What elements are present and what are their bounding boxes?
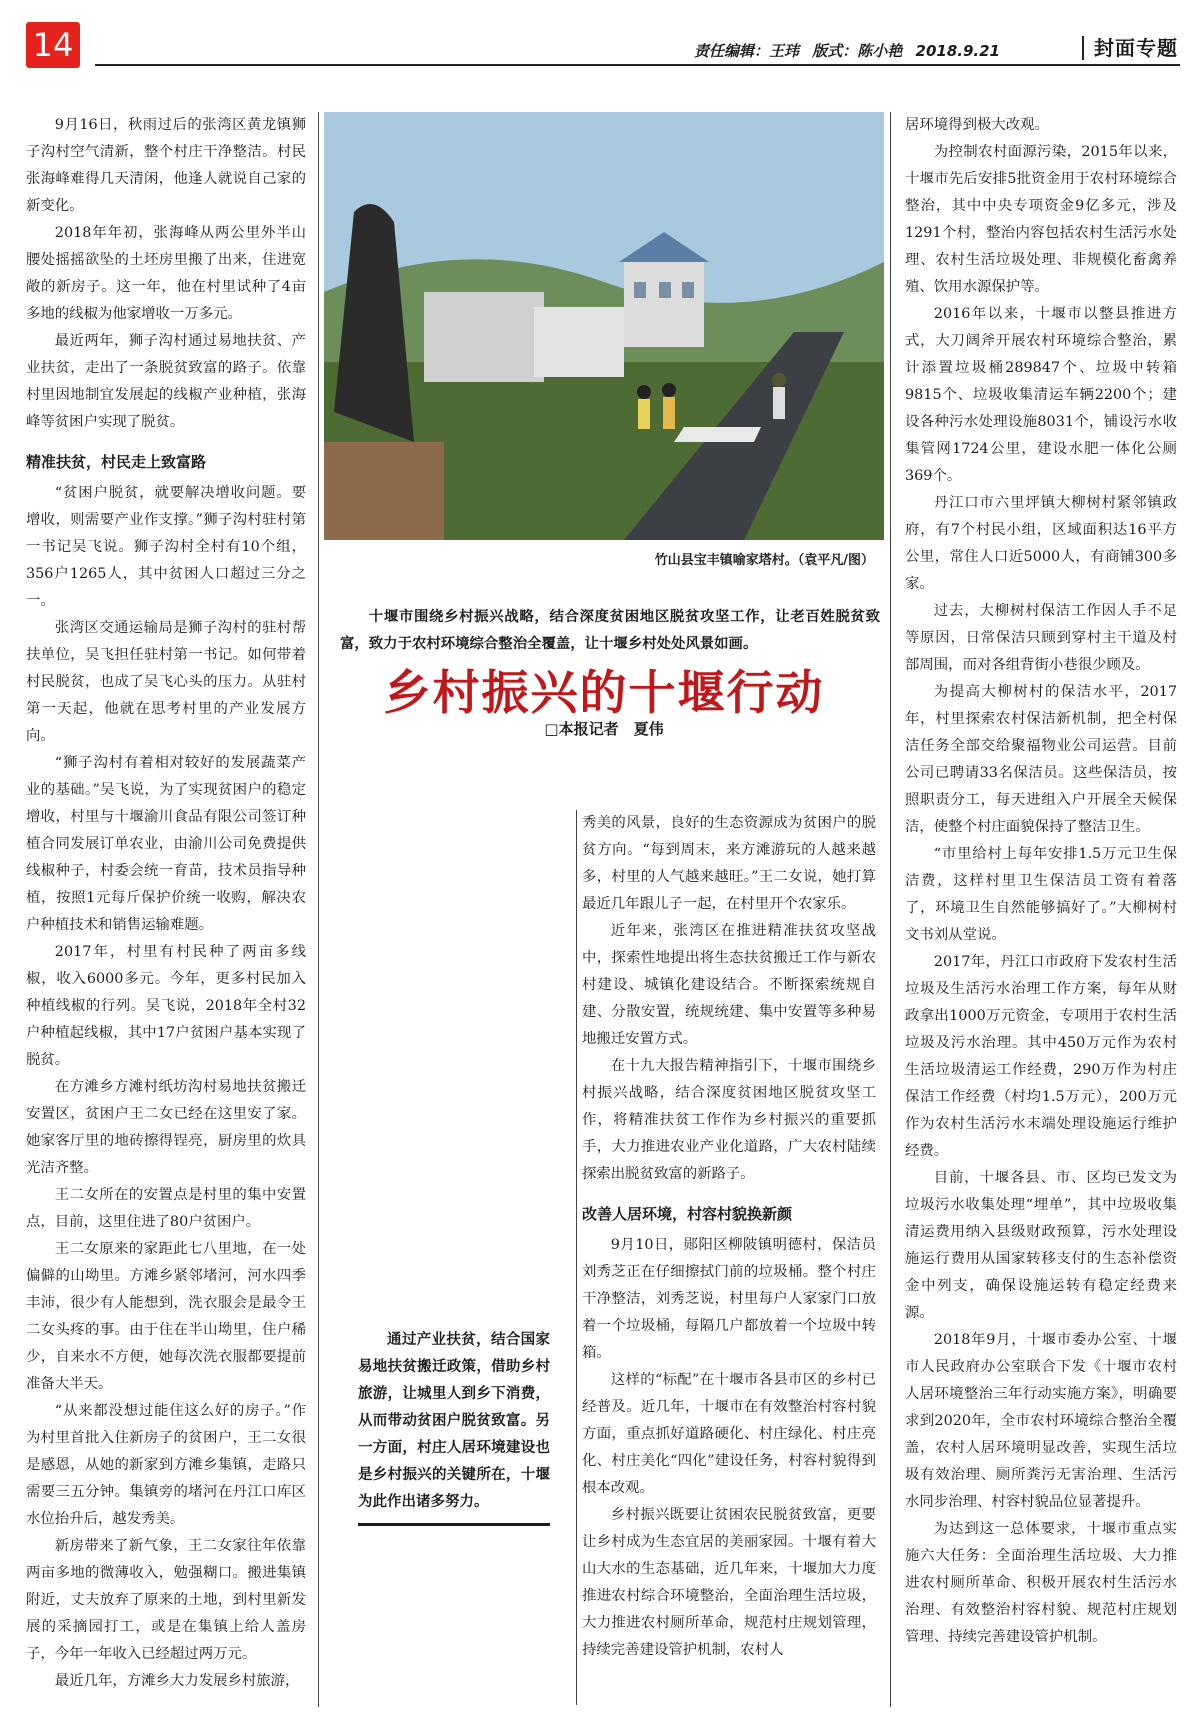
paragraph: 2018年年初，张海峰从两公里外半山腰处摇摇欲坠的土坯房里搬了出来，住进宽敞的新房子。这一年，他在村里试种了4亩多地的线椒为他家增收一万多元。: [26, 225, 306, 322]
page-number: 14: [26, 22, 80, 68]
paragraph: 为提高大柳树村的保洁水平，2017年，村里探索农村保洁新机制，把全村保洁任务全部交给聚福物业公司运营。目前公司已聘请33名保洁员。这些保洁员，按照职责分工，每天进组入户开展全天候保洁，使整个村庄面貌保持了整洁卫生。: [905, 684, 1177, 835]
paragraph: 近年来，张湾区在推进精准扶贫攻坚战中，探索性地提出将生态扶贫搬迁工作与新农村建设、城镇化建设结合。不断探索统规自建、分散安置，统规统建、集中安置等多种易地搬迁安置方式。: [582, 923, 876, 1047]
pull-quote: 通过产业扶贫，结合国家易地扶贫搬迁政策，借助乡村旅游，让城里人到乡下消费，从而带动贫困户脱贫致富。另一方面，村庄人居环境建设也是乡村振兴的关键所在，十堰为此作出诸多努力。: [358, 1326, 550, 1526]
paragraph: “狮子沟村有着相对较好的发展蔬菜产业的基础。”吴飞说，为了实现贫困户的稳定增收，村里与十堰渝川食品有限公司签订种植合同发展订单农业，由渝川公司免费提供线椒种子，村委会统一育苗，技术员指导种植，按照1元每斤保护价统一收购，解决农户种植技术和销售运输难题。: [26, 755, 306, 933]
paragraph: 为达到这一总体要求，十堰市重点实施六大任务：全面治理生活垃圾、大力推进农村厕所革命、积极开展农村生活污水治理、有效整治村容村貌、规范村庄规划管理、持续完善建设管护机制。: [905, 1521, 1177, 1645]
headline: 乡村振兴的十堰行动: [383, 666, 825, 721]
subheading: 改善人居环境，村容村貌换新颜: [582, 1205, 793, 1223]
paragraph: 秀美的风景，良好的生态资源成为贫困户的脱贫方向。“每到周末，来方滩游玩的人越来越多，村里的人气越来越旺。”王二女说，她打算最近几年跟儿子一起，在村里开个农家乐。: [582, 815, 876, 912]
paragraph: 新房带来了新气象，王二女家往年依靠两亩多地的微薄收入，勉强糊口。搬进集镇附近，丈夫放弃了原来的土地，到村里新发展的采摘园打工，或是在集镇上给人盖房子，今年一年收入已经超过两万元。: [26, 1538, 306, 1662]
paragraph: 2017年，村里有村民种了两亩多线椒，收入6000多元。今年，更多村民加入种植线椒的行列。吴飞说，2018年全村32户种植起线椒，其中17户贫困户基本实现了脱贫。: [26, 944, 306, 1068]
paragraph: 最近两年，狮子沟村通过易地扶贫、产业扶贫，走出了一条脱贫致富的路子。依靠村里因地制宜发展起的线椒产业种植，张海峰等贫困户实现了脱贫。: [26, 333, 306, 430]
header-divider: [95, 64, 1180, 66]
paragraph: 最近几年，方滩乡大力发展乡村旅游，: [54, 1673, 300, 1689]
paragraph: 王二女原来的家距此七八里地，在一处偏僻的山坳里。方滩乡紧邻堵河，河水四季丰沛，很少有人能想到，洗衣服会是最令王二女头疼的事。由于住在半山坳里，住户稀少，自来水不方便，她每次洗衣服都要提前准备大半天。: [26, 1241, 306, 1392]
feature-photo: [324, 112, 884, 540]
paragraph: “从来都没想过能住这么好的房子。”作为村里首批入住新房子的贫困户，王二女很是感恩，从她的新家到方滩乡集镇，走路只需要三五分钟。集镇旁的堵河在丹江口库区水位抬升后，越发秀美。: [26, 1403, 306, 1527]
article-column-left: [26, 112, 306, 1702]
photo-caption: [324, 540, 884, 580]
column-divider: [576, 810, 577, 1705]
paragraph: 2018年9月，十堰市委办公室、十堰市人民政府办公室联合下发《十堰市农村人居环境整治三年行动实施方案》，明确要求到2020年，全市农村环境综合整治全覆盖，农村人居环境明显改善，实现生活垃圾有效治理、厕所粪污无害治理、生活污水同步治理、村容村貌品位显著提升。: [905, 1332, 1177, 1510]
layout-designer: 版式：陈小艳: [812, 42, 903, 60]
paragraph: 这样的“标配”在十堰市各县市区的乡村已经普及。近几年，十堰市在有效整治村容村貌方面，重点抓好道路硬化、村庄绿化、村庄亮化、村庄美化“四化”建设任务，村容村貌得到根本改观。: [582, 1372, 876, 1496]
paragraph: 过去，大柳树村保洁工作因人手不足等原因，日常保洁只顾到穿村主干道及村部周围，而对各组背街小巷很少顾及。: [905, 603, 1177, 673]
village-road-illustration: [324, 112, 884, 540]
section-name: 封面专题: [1082, 36, 1178, 60]
issue-date: 2018.9.21: [915, 42, 1000, 60]
byline: □本报记者 夏伟: [544, 720, 664, 738]
article-lead: 十堰市围绕乡村振兴战略，结合深度贫困地区脱贫攻坚工作，让老百姓脱贫致富，致力于农村环境综合整治全覆盖，让十堰乡村处处风景如画。: [340, 609, 880, 652]
paragraph: 9月10日，郧阳区柳陂镇明德村，保洁员刘秀芝正在仔细擦拭门前的垃圾桶。整个村庄干净整洁，刘秀芝说，村里每户人家家门口放着一个垃圾桶，每隔几户都放着一个垃圾中转箱。: [582, 1237, 876, 1361]
column-divider: [318, 112, 319, 1707]
paragraph: 为控制农村面源污染，2015年以来，十堰市先后安排5批资金用于农村环境综合整治，其中中央专项资金9亿多元，涉及1291个村，整治内容包括农村生活污水处理、农村生活垃圾处理、非规模化畜禽养殖、饮用水源保护等。: [905, 144, 1177, 295]
paragraph: 王二女所在的安置点是村里的集中安置点，目前，这里住进了80户贫困户。: [26, 1187, 306, 1230]
paragraph: 在十九大报告精神指引下，十堰市围绕乡村振兴战略，结合深度贫困地区脱贫攻坚工作，将精准扶贫工作作为乡村振兴的重要抓手，大力推进农业产业化道路，广大农村陆续探索出脱贫致富的新路子。: [582, 1058, 876, 1182]
article-column-middle: [578, 810, 876, 1710]
paragraph: 2016年以来，十堰市以整县推进方式，大刀阔斧开展农村环境综合整治，累计添置垃圾桶289847个、垃圾中转箱9815个、垃圾收集清运车辆2200个；建设各种污水处理设施8031个，铺设污水收集管网1724公里，建设水肥一体化公厕369个。: [905, 306, 1177, 484]
paragraph: 在方滩乡方滩村纸坊沟村易地扶贫搬迁安置区，贫困户王二女已经在这里安了家。她家客厅里的地砖擦得锃亮，厨房里的炊具光洁齐整。: [26, 1079, 306, 1176]
caption-text: 竹山县宝丰镇喻家塔村。（袁平凡/图）: [654, 553, 874, 568]
paragraph: “市里给村上每年安排1.5万元卫生保洁费，这样村里卫生保洁员工资有着落了，环境卫生自然能够搞好了。”大柳树村文书刘从堂说。: [905, 846, 1177, 943]
column-divider: [890, 112, 891, 1707]
article-column-right: [905, 112, 1177, 1712]
editor-credits: [686, 40, 1000, 61]
paragraph: 9月16日，秋雨过后的张湾区黄龙镇狮子沟村空气清新，整个村庄干净整洁。村民张海峰难得几天清闲，他逢人就说自己家的新变化。: [26, 117, 306, 214]
paragraph: 丹江口市六里坪镇大柳树村紧邻镇政府，有7个村民小组，区域面积达16平方公里，常住人口近5000人，有商铺300多家。: [905, 495, 1177, 592]
editor: 责任编辑：王玮: [694, 42, 800, 60]
paragraph: 目前，十堰各县、市、区均已发文为垃圾污水收集处理“埋单”，其中垃圾收集清运费用纳入县级财政预算，污水处理设施运行费用从国家转移支付的生态补偿资金中列支，确保设施运转有稳定经费来源。: [905, 1170, 1177, 1321]
paragraph: 张湾区交通运输局是狮子沟村的驻村帮扶单位，吴飞担任驻村第一书记。如何带着村民脱贫，也成了吴飞心头的压力。从驻村第一天起，他就在思考村里的产业发展方向。: [26, 620, 306, 744]
subheading: 精准扶贫，村民走上致富路: [26, 453, 207, 471]
paragraph: 乡村振兴既要让贫困农民脱贫致富，更要让乡村成为生态宜居的美丽家园。十堰有着大山大水的生态基础，近几年来，十堰加大力度推进农村综合环境整治，全面治理生活垃圾，大力推进农村厕所革命，规范村庄规划管理，持续完善建设管护机制，农村人: [582, 1507, 876, 1658]
paragraph: “贫困户脱贫，就要解决增收问题。要增收，则需要产业作支撑。”狮子沟村驻村第一书记吴飞说。狮子沟村全村有10个组，356户1265人，其中贫困人口超过三分之一。: [26, 485, 306, 609]
paragraph: 居环境得到极大改观。: [905, 117, 1049, 133]
paragraph: 2017年，丹江口市政府下发农村生活垃圾及生活污水治理工作方案，每年从财政拿出1000万元资金，专项用于农村生活垃圾及污水治理。其中450万元作为农村生活垃圾清运工作经费，290万作为村庄保洁工作经费（村均1.5万元），200万元作为农村生活污水末端处理设施运行维护经费。: [905, 954, 1177, 1159]
